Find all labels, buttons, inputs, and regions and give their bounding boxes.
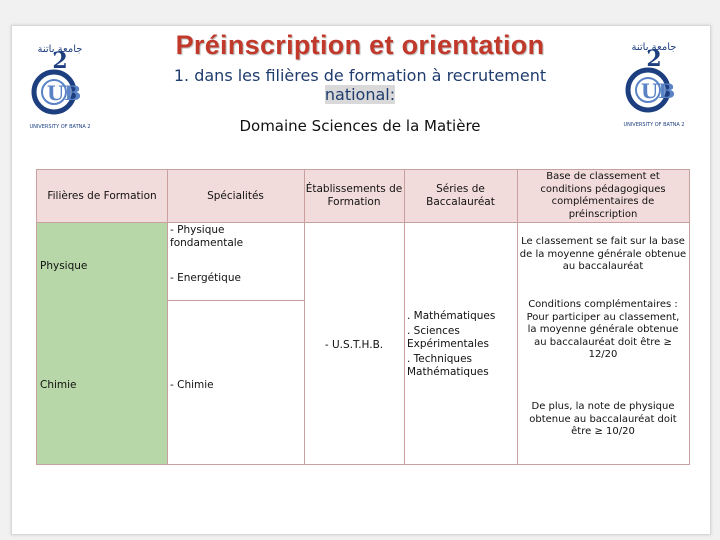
header-filieres: Filières de Formation: [37, 170, 167, 222]
grid-line: [167, 300, 304, 301]
serie-sciences-experimentales: . Sciences Expérimentales: [407, 325, 489, 350]
svg-text:UB: UB: [46, 81, 82, 105]
grid-line: [304, 170, 305, 464]
subtitle-line-1: 1. dans les filières de formation à recrutement: [173, 66, 547, 85]
svg-text:2: 2: [52, 48, 68, 74]
specialite-energetique: - Energétique: [170, 272, 241, 284]
logo-caption: UNIVERSITY OF BATNA 2: [29, 124, 91, 130]
page-title: Préinscription et orientation: [175, 30, 545, 60]
header-specialites: Spécialités: [167, 170, 304, 222]
filiere-physique: Physique: [40, 260, 88, 272]
header-etablissements: Établissements de Formation: [304, 170, 404, 222]
logo-caption: UNIVERSITY OF BATNA 2: [623, 122, 685, 128]
base-conditions: Conditions complémentaires : Pour participer au classement, la moyenne générale obtenue au baccalauréat doit être ≥ 12/20: [526, 299, 680, 360]
serie-techniques-mathematiques: . Techniques Mathématiques: [407, 353, 489, 378]
etablissement-usthb: - U.S.T.H.B.: [324, 339, 384, 351]
header-base: Base de classement et conditions pédagogiques complémentaires de préinscription: [517, 170, 689, 222]
subtitle-line-2: national:: [324, 85, 396, 104]
base-classement: Le classement se fait sur la base de la moyenne générale obtenue au baccalauréat: [519, 236, 687, 272]
specialite-chimie: - Chimie: [170, 379, 214, 391]
filiere-chimie: Chimie: [40, 379, 77, 391]
grid-line: [37, 222, 689, 223]
svg-text:2: 2: [646, 46, 662, 72]
logo-arabic-text: جامعة باتنة: [37, 44, 83, 55]
grid-line: [404, 170, 405, 464]
svg-text:UB: UB: [640, 79, 676, 103]
specialite-physique-fondamentale: - Physique fondamentale: [170, 224, 244, 249]
serie-mathematiques: . Mathématiques: [407, 310, 496, 322]
series-list: [407, 310, 515, 379]
grid-line: [517, 170, 518, 464]
base-note-physique: De plus, la note de physique obtenue au baccalauréat doit être ≥ 10/20: [529, 401, 677, 437]
page-subtitle: [100, 66, 620, 104]
filieres-column: [37, 222, 167, 464]
header-series: Séries de Baccalauréat: [404, 170, 517, 222]
grid-line: [167, 170, 168, 464]
orientation-table: [36, 169, 690, 465]
logo-arabic-text: جامعة باتنة: [631, 42, 677, 53]
domain-heading: Domaine Sciences de la Matière: [239, 117, 481, 135]
